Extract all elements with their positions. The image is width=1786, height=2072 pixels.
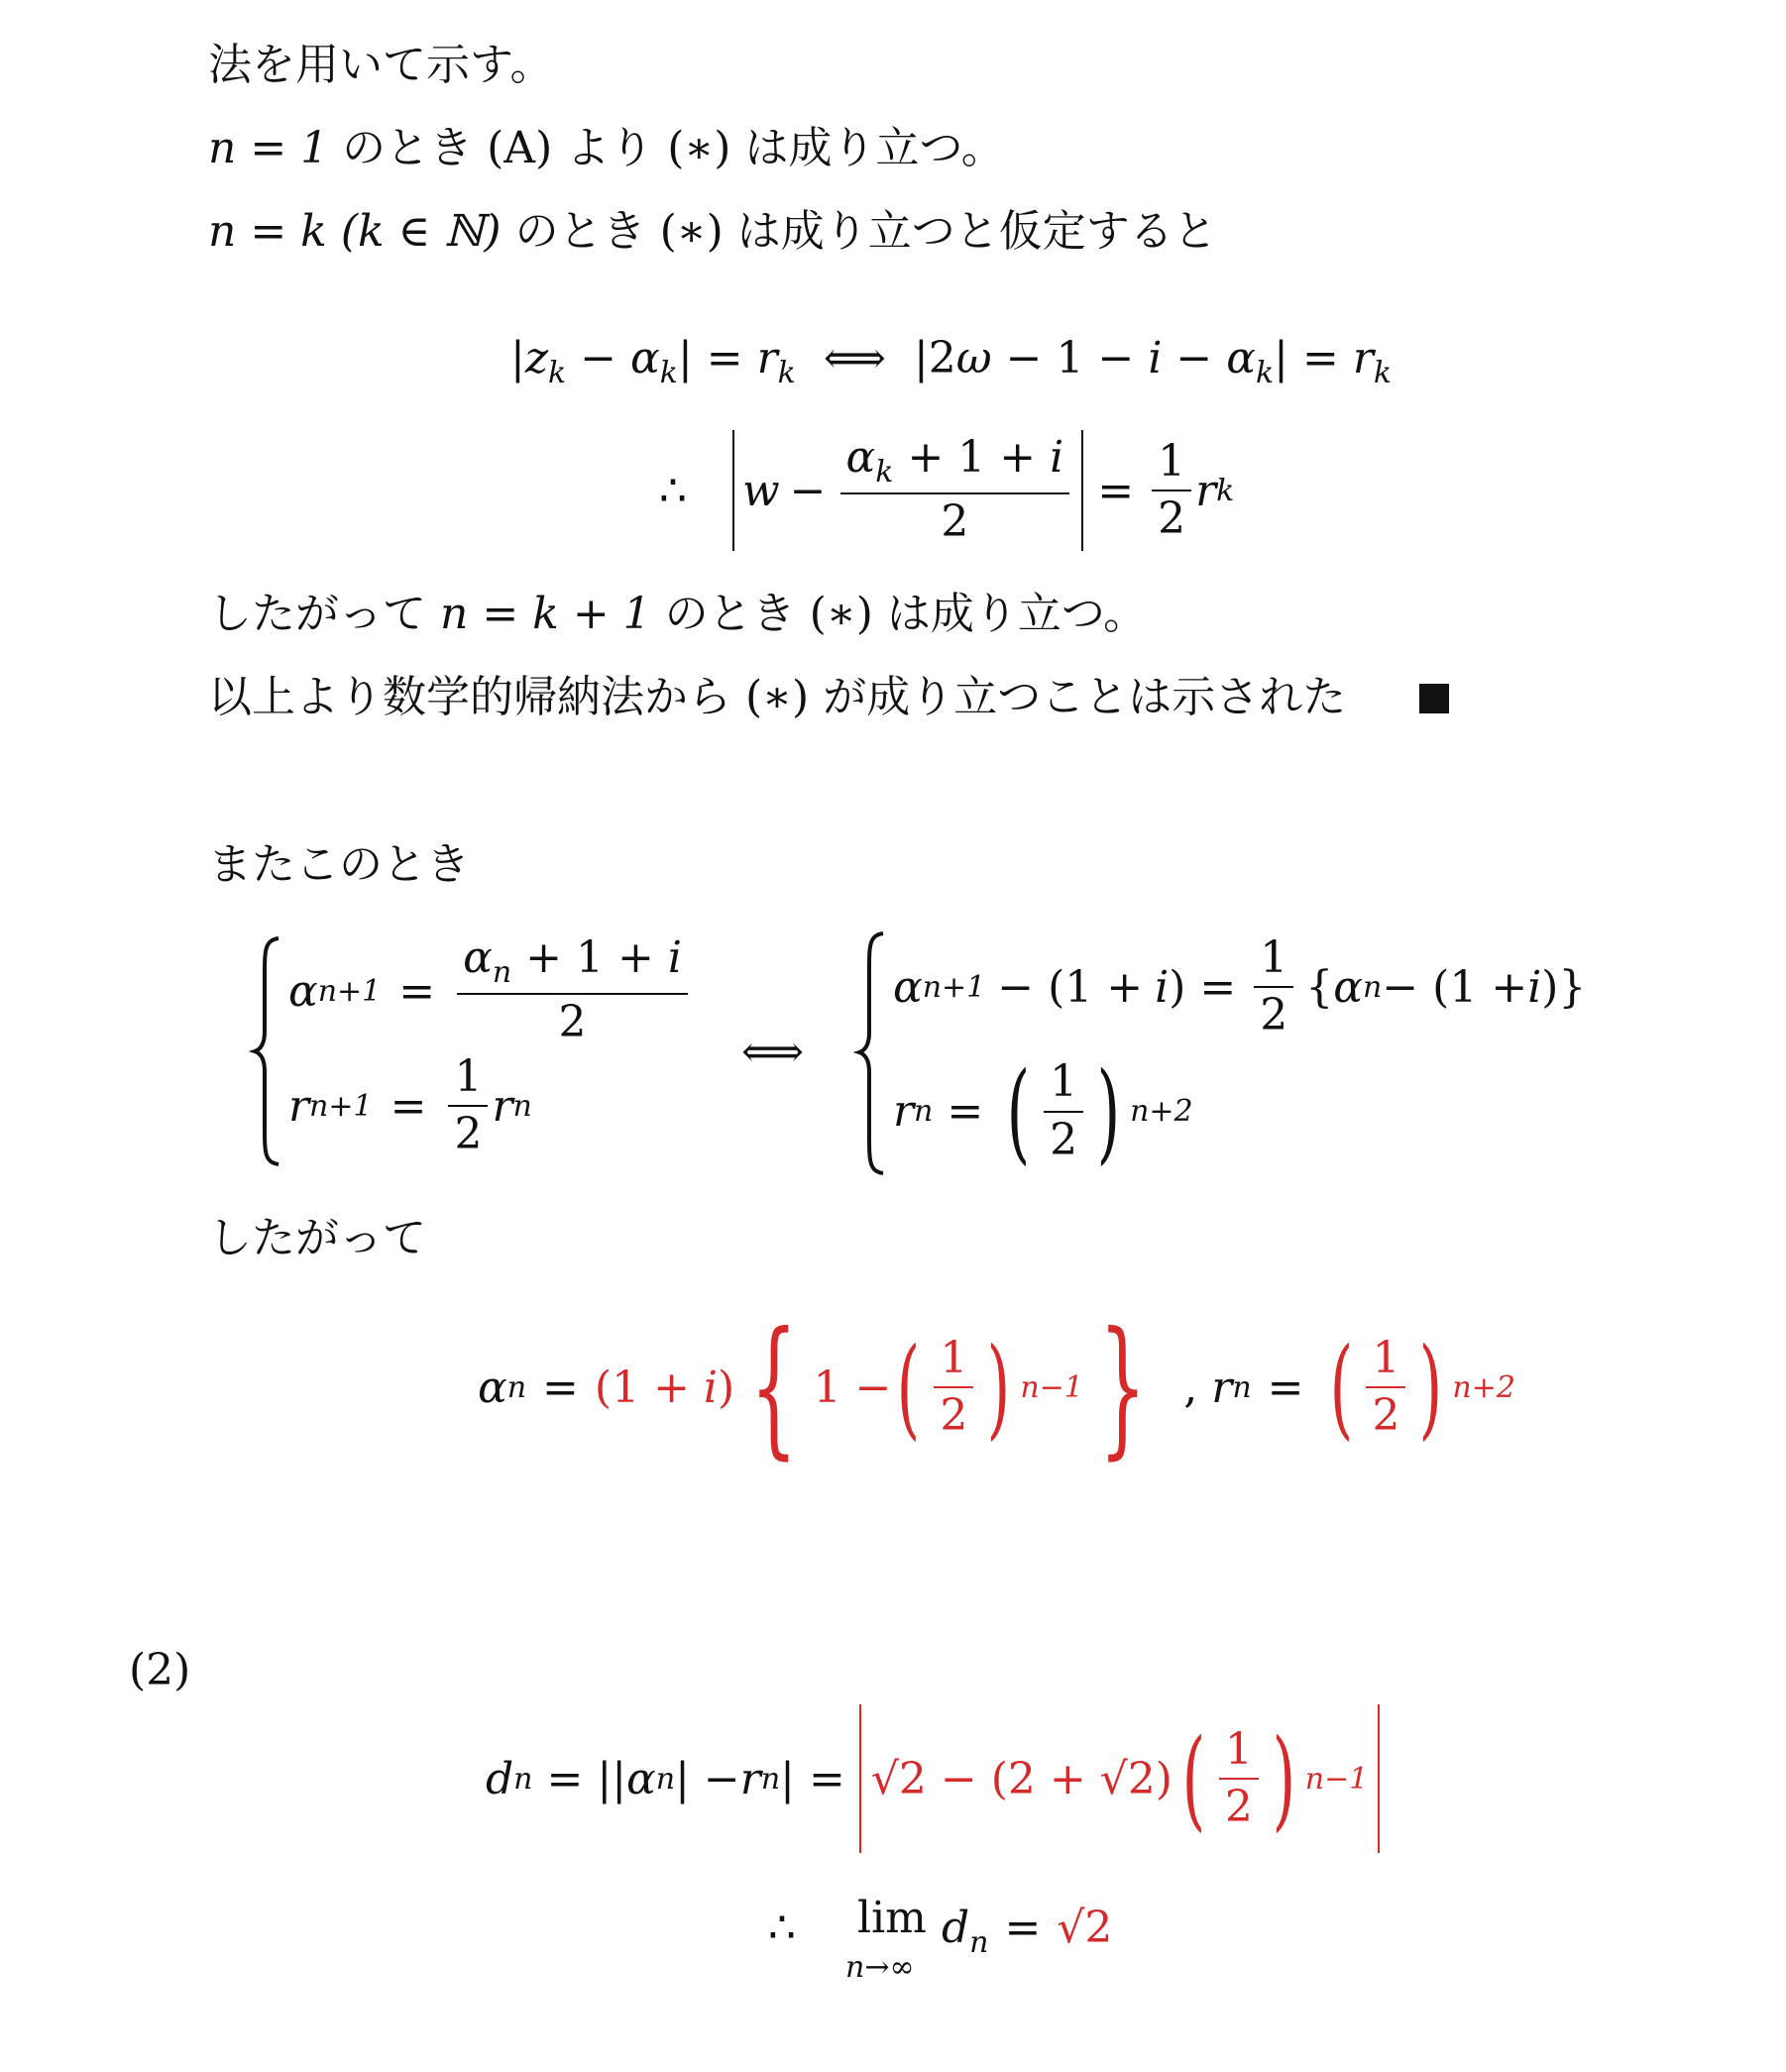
left-brace-icon <box>253 936 282 1166</box>
induction-step-text-2: のとき (∗) は成り立つ。 <box>650 589 1148 639</box>
line-method: 法を用いて示す。 <box>208 40 554 90</box>
hypothesis-text: のとき (∗) は成り立つと仮定すると <box>501 206 1217 257</box>
line-hypothesis <box>208 204 1217 260</box>
line-also: またこのとき <box>208 839 470 890</box>
line-therefore: したがって <box>208 1213 426 1263</box>
left-brace-icon-2 <box>857 931 887 1174</box>
equation-result: α n = (1 + i) { 1 − ( $\frac{1}{2}$ ) n−1 } , r n = ( $\frac{1}{2}$ ) n+2 <box>478 1301 1515 1473</box>
math-n-eq-k-plus-1: n = k + 1 <box>440 589 651 639</box>
system-equivalence-arrow: ⟺ <box>741 1027 805 1077</box>
math-n-eq-k: n = k (k ∈ ℕ) <box>208 206 502 257</box>
qed-square-icon <box>1419 684 1449 713</box>
line-induction-step <box>208 587 1147 642</box>
equation-dn: d n = || α n | − r n | = √2 − (2 + √2) ( $\frac{1}{2}$ ) n−1 <box>486 1704 1380 1853</box>
part-2-label: (2) <box>129 1645 191 1695</box>
equation-modulus-equivalence: $|z_k - \alpha_k| = r_k$ ⟺ $|2\omega - 1 - i - \alpha_k| = r_k$ <box>510 333 1393 390</box>
line-base-case <box>208 121 1005 176</box>
induction-step-text: したがって <box>208 589 440 639</box>
line-conclusion: 以上より数学的帰納法から (∗) が成り立つことは示された <box>208 672 1347 722</box>
equation-therefore-w: ∴ w − $\frac{\alpha_k + 1 + i}{2}$ = $\frac{1}{2}$ r k <box>659 426 1234 555</box>
math-n-eq-1: n = 1 <box>208 123 329 173</box>
base-case-text: のとき (A) より (∗) は成り立つ。 <box>328 123 1005 173</box>
